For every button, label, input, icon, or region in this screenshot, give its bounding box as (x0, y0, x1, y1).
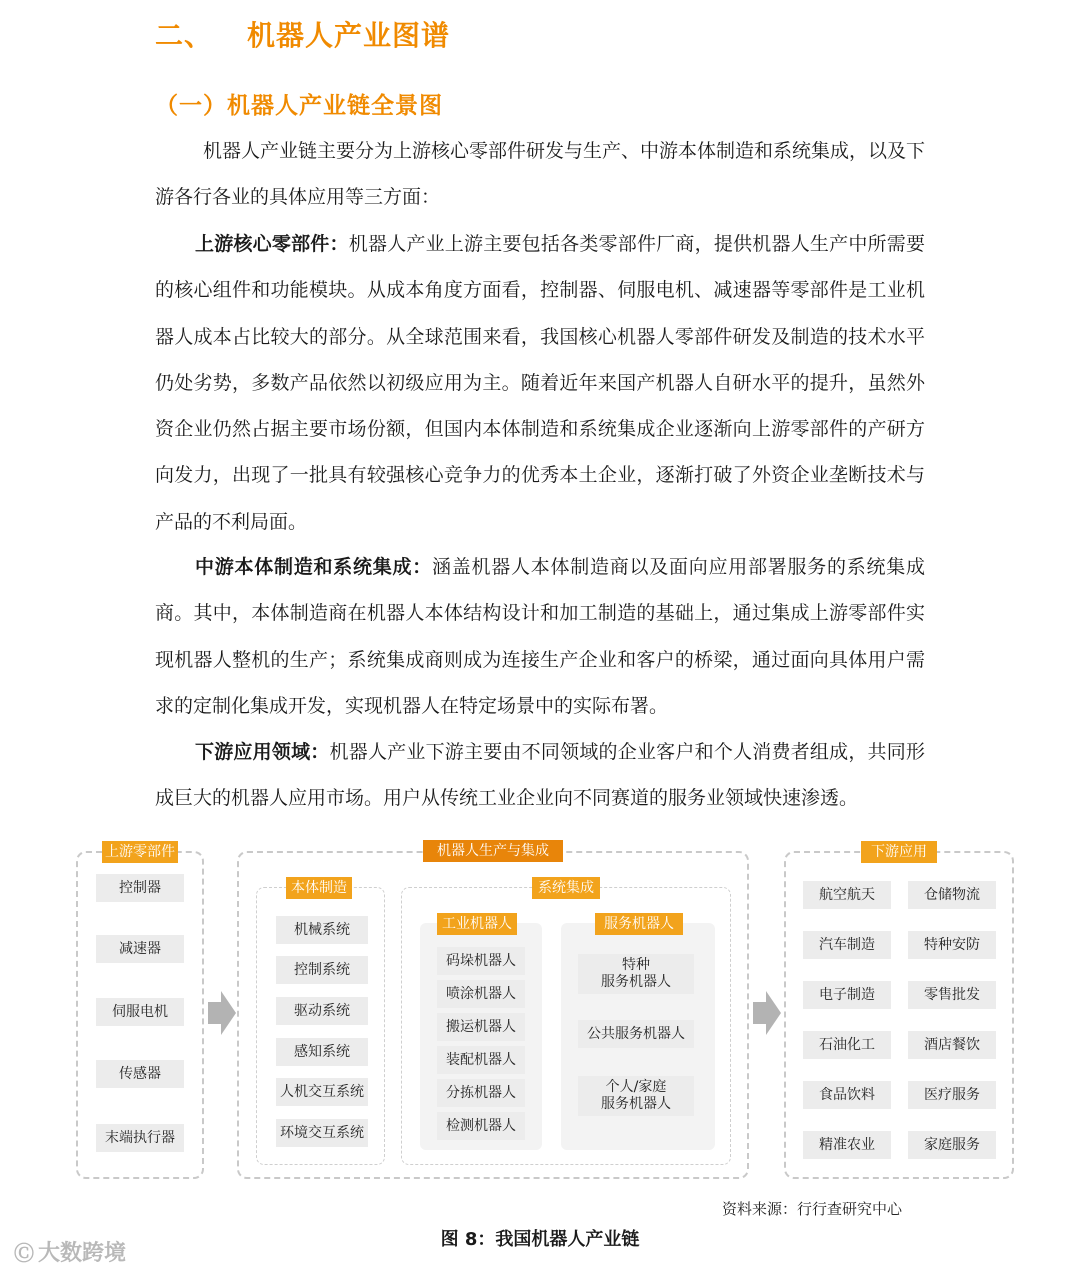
intro-paragraph: 机器人产业链主要分为上游核心零部件研发与生产、中游本体制造和系统集成，以及下游各行各业的具体应用等三方面： (155, 140, 926, 209)
body-item: 人机交互系统 (276, 1078, 368, 1106)
service-item: 特种 服务机器人 (578, 954, 694, 994)
body-item: 环境交互系统 (276, 1119, 368, 1147)
downstream-item: 仓储物流 (908, 881, 996, 909)
midstream-text: 涵盖机器人本体制造商以及面向应用部署服务的系统集成商。其中，本体制造商在机器人本体结构设计和加工制造的基础上，通过集成上游零部件实现机器人整机的生产；系统集成商则成为连接生产企业和客户的桥梁，通过面向具体用户需求的定制化集成开发，实现机器人在特定场景中的实际布署。 (155, 556, 925, 717)
right-arrow-icon (753, 991, 781, 1035)
industrial-tag: 工业机器人 (437, 913, 517, 935)
downstream-item: 酒店餐饮 (908, 1031, 996, 1059)
right-arrow-icon (208, 991, 236, 1035)
subsection-title: （一）机器人产业链全景图 (155, 93, 443, 119)
body-item: 感知系统 (276, 1038, 368, 1066)
downstream-item: 零售批发 (908, 981, 996, 1009)
downstream-item: 汽车制造 (803, 931, 891, 959)
downstream-item: 航空航天 (803, 881, 891, 909)
integration-tag: 系统集成 (532, 877, 600, 899)
downstream-item: 特种安防 (908, 931, 996, 959)
downstream-item: 电子制造 (803, 981, 891, 1009)
service-item: 个人/家庭 服务机器人 (578, 1076, 694, 1116)
industrial-item: 分拣机器人 (437, 1079, 525, 1107)
watermark (14, 1236, 126, 1267)
body-tag: 本体制造 (286, 877, 352, 899)
downstream-text: 机器人产业下游主要由不同领域的企业客户和个人消费者组成，共同形成巨大的机器人应用市场。用户从传统工业企业向不同赛道的服务业领域快速渗透。 (155, 741, 925, 810)
upstream-item: 减速器 (96, 935, 184, 963)
body-item: 驱动系统 (276, 997, 368, 1025)
upstream-item: 末端执行器 (96, 1124, 184, 1152)
upstream-text: 机器人产业上游主要包括各类零部件厂商，提供机器人生产中所需要的核心组件和功能模块。从成本角度方面看，控制器、伺服电机、减速器等零部件是工业机器人成本占比较大的部分。从全球范围来看，我国核心机器人零部件研发及制造的技术水平仍处劣势，多数产品依然以初级应用为主。随着近年来国产机器人自研水平的提升，虽然外资企业仍然占据主要市场份额，但国内本体制造和系统集成企业逐渐向上游零部件的产研方向发力，出现了一批具有较强核心竞争力的优秀本土企业，逐渐打破了外资企业垄断技术与产品的不利局面。 (155, 233, 925, 533)
industrial-item: 搬运机器人 (437, 1013, 525, 1041)
body-item: 机械系统 (276, 916, 368, 944)
downstream-item: 家庭服务 (908, 1131, 996, 1159)
downstream-item: 石油化工 (803, 1031, 891, 1059)
upstream-item: 传感器 (96, 1060, 184, 1088)
figure-caption: 图 8：我国机器人产业链 (440, 1229, 640, 1250)
midstream-label: 中游本体制造和系统集成： (195, 556, 432, 578)
downstream-tag: 下游应用 (861, 841, 937, 863)
watermark-text: 大数跨境 (38, 1241, 127, 1266)
section-name: 机器人产业图谱 (247, 19, 451, 52)
industrial-item: 码垛机器人 (437, 947, 525, 975)
downstream-label: 下游应用领域： (195, 741, 330, 763)
industrial-item: 喷涂机器人 (437, 980, 525, 1008)
watermark-logo-icon: Ⓒ (14, 1241, 34, 1265)
production-tag: 机器人生产与集成 (423, 840, 563, 862)
industrial-item: 检测机器人 (437, 1112, 525, 1140)
upstream-label: 上游核心零部件： (195, 233, 349, 255)
section-number: 二、 (155, 19, 214, 52)
service-tag: 服务机器人 (595, 913, 683, 935)
source-note: 资料来源：行行查研究中心 (722, 1200, 903, 1218)
downstream-item: 医疗服务 (908, 1081, 996, 1109)
downstream-item: 精准农业 (803, 1131, 891, 1159)
service-item: 公共服务机器人 (578, 1020, 694, 1048)
upstream-item: 伺服电机 (96, 998, 184, 1026)
upstream-tag: 上游零部件 (102, 841, 178, 863)
upstream-item: 控制器 (96, 874, 184, 902)
downstream-item: 食品饮料 (803, 1081, 891, 1109)
body-item: 控制系统 (276, 956, 368, 984)
industrial-item: 装配机器人 (437, 1046, 525, 1074)
